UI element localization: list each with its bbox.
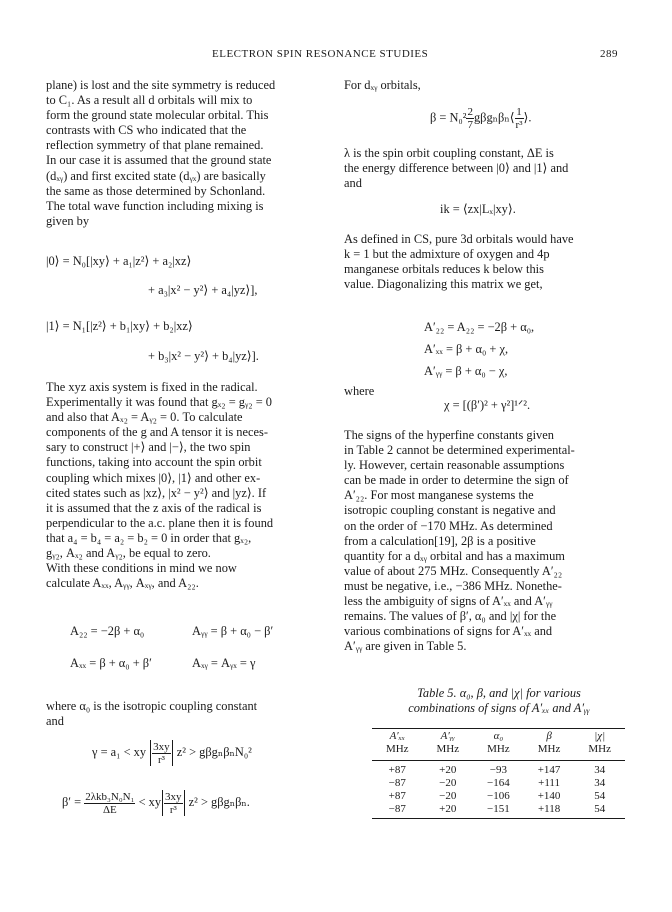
equation-axy: Aₓᵧ = Aᵧₓ = γ xyxy=(192,656,256,670)
equation-state-0-line-1: |0⟩ = N₀[|xy⟩ + a₁|z²⟩ + a₂|xz⟩ xyxy=(46,254,192,268)
equation-state-0-line-2: + a₃|x² − y²⟩ + a₄|yz⟩], xyxy=(148,283,258,297)
text-line: Experimentally it was found that gₓ₂ = gᵧ₂ = 0 xyxy=(46,395,272,410)
table-5 xyxy=(372,730,625,816)
beta-numerator: 2 xyxy=(467,106,473,118)
table-cell: +147 xyxy=(537,764,561,776)
beta-end: ⟩. xyxy=(523,110,532,125)
gamma-numerator: 3xy xyxy=(153,740,170,753)
text-line: quantity for a dₓᵧ orbital and has a maximum xyxy=(344,548,565,563)
text-line: With these conditions in mind we now xyxy=(46,561,237,576)
table-cell: −20 xyxy=(439,777,457,789)
gamma-denominator: r³ xyxy=(157,753,165,766)
table-row xyxy=(372,790,625,803)
text-line: the same as those determined by Schonland. xyxy=(46,183,266,198)
table-cell: +20 xyxy=(439,764,457,776)
beta-prime-fraction-2 xyxy=(164,791,183,816)
text-line: in Table 2 cannot be determined experimental- xyxy=(344,443,575,458)
table-unit-cell: MHz xyxy=(385,743,409,755)
table-cell: 54 xyxy=(594,803,606,815)
right-paragraph-signs xyxy=(344,428,575,654)
table-header-row xyxy=(372,730,625,743)
text-line: perpendicular to the a.c. plane then it is found xyxy=(46,515,274,530)
text-line: to C₁. As a result all d orbitals will mix to xyxy=(46,93,253,108)
text-line: the energy difference between |0⟩ and |1⟩ and xyxy=(344,161,569,176)
text-line: cited states such as |xz⟩, |x² − y²⟩ and |yz⟩. If xyxy=(46,485,267,500)
table-unit-cell: MHz xyxy=(436,743,460,755)
gamma-rhs: z² > gβgₙβₙN₀² xyxy=(176,744,252,759)
left-paragraph-3 xyxy=(46,699,257,729)
text-line: manganese orbitals reduces k below this xyxy=(344,262,544,277)
text-line: less the ambiguity of signs of A′ₓₓ and A′ᵧᵧ xyxy=(344,594,553,609)
equation-axx: Aₓₓ = β + α₀ + β′ xyxy=(70,656,152,670)
table-top-rule xyxy=(372,728,625,729)
text-line: and xyxy=(344,176,362,191)
equation-state-1-line-1: |1⟩ = N₁[|z²⟩ + b₁|xy⟩ + b₂|xz⟩ xyxy=(46,319,193,333)
where-label: where xyxy=(344,384,375,398)
text-line: The total wave function including mixing is xyxy=(46,198,264,213)
table-row xyxy=(372,777,625,790)
equation-chi: χ = [(β′)² + γ²]¹ᐟ². xyxy=(444,398,531,412)
text-line: calculate Aₓₓ, Aᵧᵧ, Aₓᵧ, and A₂₂. xyxy=(46,576,199,591)
bar-right-2 xyxy=(184,790,185,816)
beta-prime-numerator-2: 3xy xyxy=(165,790,182,803)
beta-lhs: β = N₀² xyxy=(430,110,467,125)
table-unit-cell: MHz xyxy=(537,743,561,755)
beta-rhs: gβgₙβₙ⟨ xyxy=(473,110,515,125)
running-title: ELECTRON SPIN RESONANCE STUDIES xyxy=(212,48,429,60)
table-cell: −151 xyxy=(487,803,510,815)
table-cell: −87 xyxy=(388,777,406,789)
text-line: sary to construct |+⟩ and |−⟩, the two spin xyxy=(46,440,251,455)
text-line: In our case it is assumed that the ground state xyxy=(46,153,272,168)
beta-prime-mid: < xy xyxy=(138,794,162,809)
table-cell: −164 xyxy=(487,777,510,789)
text-line: form the ground state molecular orbital. This xyxy=(46,108,269,123)
table-cell: −20 xyxy=(439,790,457,802)
table-cell: 54 xyxy=(594,790,606,802)
text-line: plane) is lost and the site symmetry is reduced xyxy=(46,78,276,92)
table-cell: +87 xyxy=(388,764,406,776)
text-line: ly. However, certain reasonable assumptions xyxy=(344,458,565,473)
text-line: where α₀ is the isotropic coupling constant xyxy=(46,699,258,713)
equation-ayy: Aᵧᵧ = β + α₀ − β′ xyxy=(192,624,274,638)
text-line: remains. The values of β′, α₀ and |χ| for the xyxy=(344,609,557,624)
bar-left xyxy=(150,740,151,766)
table-header-cell: β xyxy=(546,730,552,742)
bar-left-2 xyxy=(162,790,163,816)
text-line: various combinations of signs for A′ₓₓ and xyxy=(344,624,553,639)
left-paragraph-1 xyxy=(46,78,275,229)
equation-gamma xyxy=(92,740,252,766)
equation-state-1-line-2: + b₃|x² − y²⟩ + b₄|yz⟩]. xyxy=(148,349,259,363)
beta-prime-denominator: ΔE xyxy=(102,803,117,816)
beta-prime-lhs: β′ = xyxy=(62,794,82,809)
text-line: from a calculation[19], 2β is a positive xyxy=(344,533,536,548)
table-cell: +87 xyxy=(388,790,406,802)
table-row xyxy=(372,760,625,777)
beta-fraction xyxy=(466,106,474,131)
table-5-caption-line-1: Table 5. α₀, β, and |χ| for various xyxy=(417,686,581,700)
beta-denominator-2: r³ xyxy=(515,119,523,131)
left-paragraph-2 xyxy=(46,380,273,591)
beta-prime-numerator: 2λkb₃N₀N₁ xyxy=(85,790,135,803)
right-paragraph-lambda xyxy=(344,146,568,191)
table-5-caption-line-2: combinations of signs of A′ₓₓ and A′ᵧᵧ xyxy=(408,701,590,715)
text-line: coupling which mixes |0⟩, |1⟩ and other ex- xyxy=(46,470,261,485)
table-cell: 34 xyxy=(594,764,606,776)
table-cell: −87 xyxy=(388,803,406,815)
beta-numerator-2: 1 xyxy=(516,106,522,118)
table-header-cell: A′ₓₓ xyxy=(389,730,405,742)
beta-prime-rhs: z² > gβgₙβₙ. xyxy=(188,794,250,809)
table-header-cell: A′ᵧᵧ xyxy=(440,730,455,742)
table-cell: +140 xyxy=(537,790,561,802)
beta-denominator: 7 xyxy=(467,119,473,131)
text-line: λ is the spin orbit coupling constant, ΔE is xyxy=(344,146,554,160)
table-cell: 34 xyxy=(594,777,606,789)
table-bottom-rule xyxy=(372,818,625,819)
text-line: A′₂₂. For most manganese systems the xyxy=(344,488,534,503)
equation-beta xyxy=(430,106,531,131)
text-line: value. Diagonalizing this matrix we get, xyxy=(344,277,543,292)
gamma-lhs: γ = a₁ < xy xyxy=(92,744,147,759)
equation-beta-prime xyxy=(62,790,250,816)
equation-diag-2: A′ₓₓ = β + α₀ + χ, xyxy=(424,342,509,356)
text-line: The xyz axis system is fixed in the radical. xyxy=(46,380,258,394)
text-line: and also that Aₓ₂ = Aᵧ₂ = 0. To calculate xyxy=(46,410,243,425)
table-cell: −106 xyxy=(487,790,510,802)
table-header-cell: α₀ xyxy=(493,730,504,742)
page-number: 289 xyxy=(600,48,618,60)
text-line: value of about 275 MHz. Consequently A′₂₂ xyxy=(344,563,563,578)
text-line: As defined in CS, pure 3d orbitals would have xyxy=(344,232,574,246)
text-line: on the order of −170 MHz. As determined xyxy=(344,518,553,533)
text-line: (dₓᵧ) and first excited state (dᵧₓ) are basically xyxy=(46,168,266,183)
for-dxy-orbitals: For dₓᵧ orbitals, xyxy=(344,78,421,92)
table-cell: +111 xyxy=(538,777,561,789)
table-cell: +20 xyxy=(439,803,457,815)
gamma-fraction xyxy=(152,741,171,766)
table-cell: +118 xyxy=(537,803,561,815)
equation-ik: ik = ⟨zx|Lₓ|xy⟩. xyxy=(440,202,516,216)
text-line: and xyxy=(46,714,64,729)
text-line: that a₄ = b₄ = a₂ = b₂ = 0 in order that gₓ₂, xyxy=(46,530,252,545)
equation-azz: A₂₂ = −2β + α₀ xyxy=(70,624,145,638)
table-5-caption xyxy=(362,686,636,716)
table-unit-cell: MHz xyxy=(487,743,510,755)
text-line: A′ᵧᵧ are given in Table 5. xyxy=(344,639,467,654)
table-5-grid xyxy=(372,730,625,816)
table-header-rule xyxy=(372,760,625,761)
table-row xyxy=(372,803,625,816)
table-units-row xyxy=(372,743,625,760)
text-line: can be made in order to determine the sign of xyxy=(344,473,569,488)
text-line: isotropic coupling constant is negative and xyxy=(344,503,556,518)
text-line: The signs of the hyperfine constants given xyxy=(344,428,554,442)
equation-diag-1: A′₂₂ = A₂₂ = −2β + α₀, xyxy=(424,320,535,334)
beta-prime-denominator-2: r³ xyxy=(169,803,177,816)
bar-right xyxy=(172,740,173,766)
table-cell: −93 xyxy=(489,764,507,776)
text-line: reflection symmetry of that plane remained. xyxy=(46,138,264,153)
table-unit-cell: MHz xyxy=(588,743,612,755)
beta-fraction-2 xyxy=(515,106,524,131)
beta-prime-fraction xyxy=(84,791,135,816)
text-line: it is assumed that the z axis of the radical is xyxy=(46,500,262,515)
text-line: components of the g and A tensor it is neces- xyxy=(46,425,268,440)
text-line: functions, taking into account the spin orbit xyxy=(46,455,262,470)
text-line: must be negative, i.e., −386 MHz. Nonethe- xyxy=(344,578,562,593)
text-line: given by xyxy=(46,213,90,228)
text-line: contrasts with CS who indicated that the xyxy=(46,123,247,138)
text-line: k = 1 but the admixture of oxygen and 4p xyxy=(344,247,550,262)
equation-diag-3: A′ᵧᵧ = β + α₀ − χ, xyxy=(424,364,508,378)
right-paragraph-cs xyxy=(344,232,574,292)
table-header-cell: |χ| xyxy=(594,730,606,742)
text-line: gᵧ₂, Aₓ₂ and Aᵧ₂, be equal to zero. xyxy=(46,546,211,561)
